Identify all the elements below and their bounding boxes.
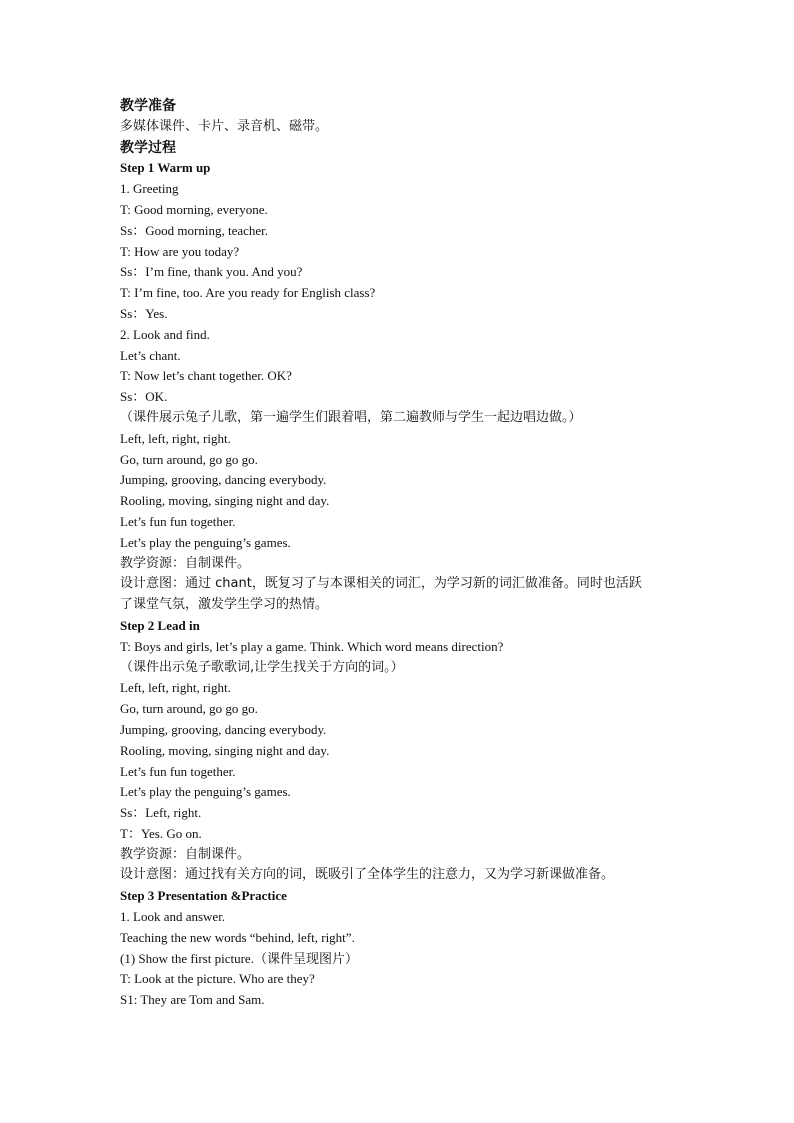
text-line: Ss：Left, right. bbox=[120, 805, 202, 821]
text-line: Let’s fun fun together. bbox=[120, 513, 236, 529]
text-line: Rooling, moving, singing night and day. bbox=[120, 742, 330, 758]
chinese-text-line: 设计意图：通过找有关方向的词，既吸引了全体学生的注意力，又为学习新课做准备。 bbox=[120, 867, 615, 883]
step-heading: Step 2 Lead in bbox=[120, 617, 200, 633]
chinese-text-line: 多媒体课件、卡片、录音机、磁带。 bbox=[120, 118, 329, 134]
text-line: T: Look at the picture. Who are they? bbox=[120, 971, 315, 987]
text-line: T: Good morning, everyone. bbox=[120, 201, 268, 217]
text-line: Go, turn around, go go go. bbox=[120, 701, 258, 717]
text-line: (1) Show the first picture.（课件呈现图片） bbox=[120, 950, 358, 966]
chinese-text-line: 了课堂气氛，激发学生学习的热情。 bbox=[120, 597, 329, 613]
text-line: Ss：Good morning, teacher. bbox=[120, 222, 269, 238]
chinese-text-line: 教学资源：自制课件。 bbox=[120, 846, 251, 862]
section-heading: 教学过程 bbox=[120, 139, 176, 156]
chinese-text-line: （课件出示兔子歌歌词,让学生找关于方向的词。） bbox=[120, 659, 404, 675]
text-line: Ss：Yes. bbox=[120, 305, 168, 321]
section-heading: 教学准备 bbox=[120, 98, 176, 114]
text-line: T: Boys and girls, let’s play a game. Think. Which word means direction? bbox=[120, 638, 504, 654]
chinese-text-line: 教学资源：自制课件。 bbox=[120, 555, 251, 571]
text-line: T: How are you today? bbox=[120, 243, 240, 259]
chinese-text-line: 设计意图：通过 chant，既复习了与本课相关的词汇，为学习新的词汇做准备。同时也活跃 bbox=[120, 576, 642, 592]
text-line: Ss：OK. bbox=[120, 389, 168, 405]
text-line: Teaching the new words “behind, left, right”. bbox=[120, 929, 355, 945]
text-line: Let’s play the penguing’s games. bbox=[120, 534, 291, 550]
text-line: Left, left, right, right. bbox=[120, 680, 231, 696]
text-line: 1. Look and answer. bbox=[120, 909, 226, 925]
text-line: Jumping, grooving, dancing everybody. bbox=[120, 472, 327, 488]
chinese-text-line: （课件展示兔子儿歌，第一遍学生们跟着唱，第二遍教师与学生一起边唱边做。） bbox=[120, 409, 582, 425]
text-line: T：Yes. Go on. bbox=[120, 825, 202, 841]
text-line: Jumping, grooving, dancing everybody. bbox=[120, 721, 327, 737]
text-line: Rooling, moving, singing night and day. bbox=[120, 493, 330, 509]
text-line: Left, left, right, right. bbox=[120, 430, 231, 446]
text-line: T: Now let’s chant together. OK? bbox=[120, 368, 292, 384]
document-page bbox=[120, 96, 680, 1011]
text-line: 1. Greeting bbox=[120, 181, 179, 197]
text-line: 2. Look and find. bbox=[120, 326, 210, 342]
text-line: S1: They are Tom and Sam. bbox=[120, 992, 265, 1008]
step-heading: Step 1 Warm up bbox=[120, 160, 211, 176]
text-line: Let’s chant. bbox=[120, 347, 181, 363]
text-line: Go, turn around, go go go. bbox=[120, 451, 258, 467]
text-line: Ss：I’m fine, thank you. And you? bbox=[120, 264, 303, 280]
step-heading: Step 3 Presentation &Practice bbox=[120, 888, 287, 904]
text-line: T: I’m fine, too. Are you ready for English class? bbox=[120, 285, 376, 301]
text-line: Let’s fun fun together. bbox=[120, 763, 236, 779]
text-line: Let’s play the penguing’s games. bbox=[120, 784, 291, 800]
